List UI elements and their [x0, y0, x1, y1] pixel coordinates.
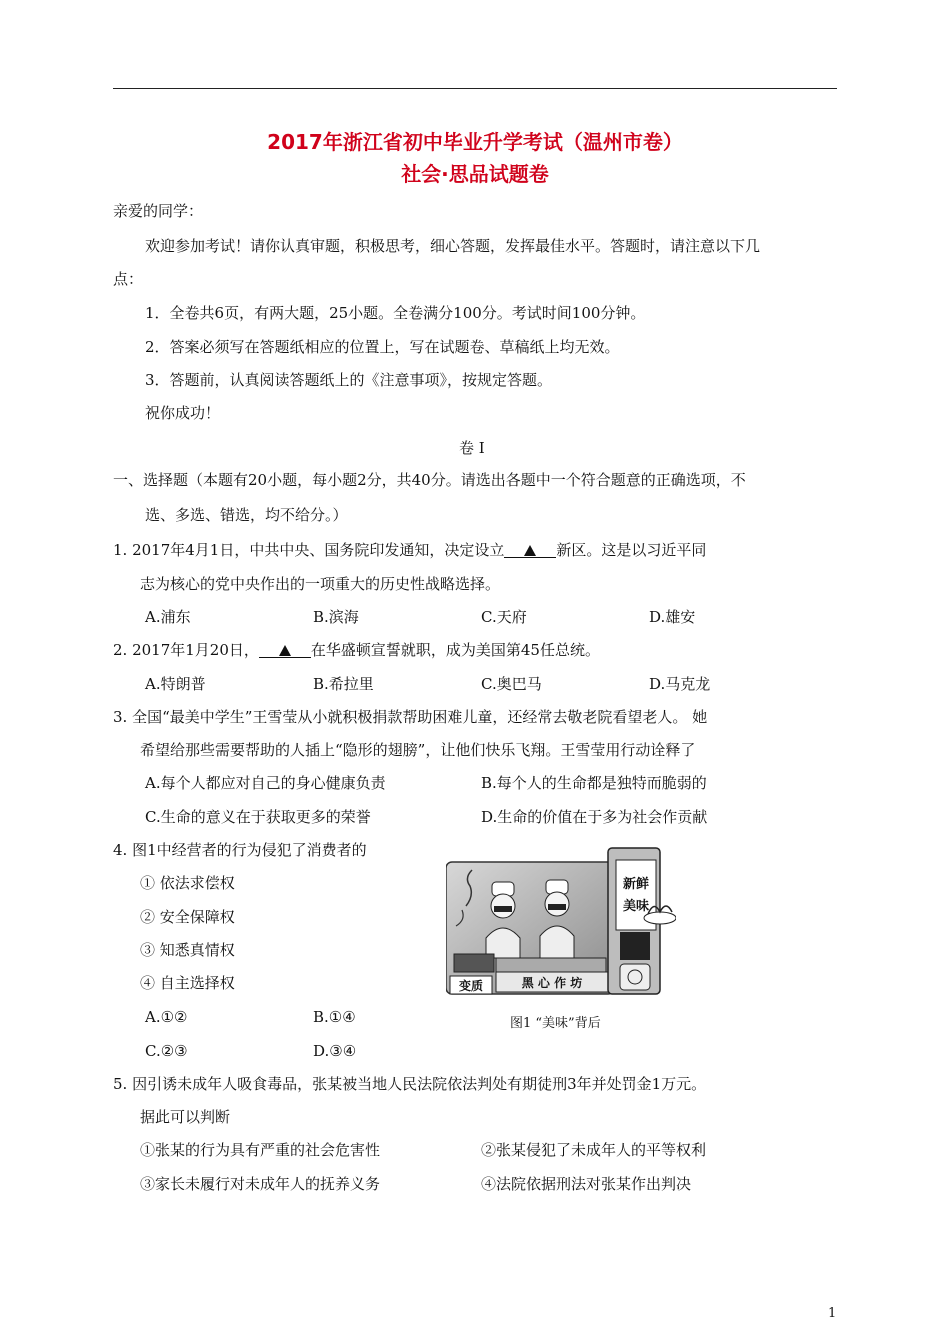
question-2	[113, 640, 600, 660]
q4-item-3: ③ 知悉真情权	[140, 941, 235, 959]
welcome-text: 欢迎参加考试！请你认真审题，积极思考，细心答题，发挥最佳水平。答题时，请注意以下几	[145, 237, 761, 255]
q3-line2: 希望给那些需要帮助的人插上“隐形的翅膀”，让他们快乐飞翔。王雪莹用行动诠释了	[140, 741, 696, 759]
sign-text-1: 新鲜	[622, 877, 650, 892]
q2-option-b: B.希拉里	[313, 675, 374, 693]
q1-option-b: B.滨海	[313, 608, 359, 626]
q4-item-2: ② 安全保障权	[140, 908, 235, 926]
pot-icon	[454, 954, 494, 972]
question-4: 4. 图1中经营者的行为侵犯了消费者的	[113, 841, 367, 859]
greeting: 亲爱的同学：	[113, 202, 204, 220]
triangle-icon	[524, 545, 536, 556]
answer-blank	[504, 540, 556, 558]
shop-button	[620, 964, 650, 990]
q4-option-c: C.②③	[145, 1042, 188, 1060]
q3-option-b: B.每个人的生命都是独特而脆弱的	[481, 774, 707, 792]
q2-text-pre: 2. 2017年1月20日，	[113, 641, 259, 659]
q4-option-b: B.①④	[313, 1008, 356, 1026]
q5-item-1: ①张某的行为具有严重的社会危害性	[140, 1141, 381, 1159]
q5-item-2: ②张某侵犯了未成年人的平等权利	[481, 1141, 707, 1159]
q1-option-c: C.天府	[481, 608, 527, 626]
spoiled-label: 变质	[458, 979, 484, 993]
q4-option-a: A.①②	[145, 1008, 188, 1026]
note-2: 2．答案必须写在答题纸相应的位置上，写在试题卷、草稿纸上均无效。	[145, 338, 620, 356]
shop-window	[620, 932, 650, 960]
question-1	[113, 540, 706, 560]
section-label: 卷 I	[459, 439, 485, 457]
q2-option-a: A.特朗普	[145, 675, 206, 693]
q2-text-post: 在华盛顿宣誓就职，成为美国第45任总统。	[310, 641, 600, 659]
q5-line2: 据此可以判断	[140, 1108, 231, 1126]
welcome-text-cont: 点：	[113, 270, 144, 288]
q2-option-d: D.马克龙	[649, 675, 711, 693]
q5-item-4: ④法院依据刑法对张某作出判决	[481, 1175, 692, 1193]
figure-caption: 图1 “美味”背后	[510, 1016, 601, 1031]
q4-item-4: ④ 自主选择权	[140, 974, 235, 992]
section-heading: 一、选择题（本题有20小题，每小题2分，共40分。请选出各题中一个符合题意的正确选项，不	[113, 471, 746, 489]
note-1: 1．全卷共6页，有两大题，25小题。全卷满分100分。考试时间100分钟。	[145, 304, 646, 322]
question-5: 5. 因引诱未成年人吸食毒品，张某被当地人民法院依法判处有期徒刑3年并处罚金1万元。	[113, 1075, 707, 1093]
q1-text-pre: 1. 2017年4月1日，中共中央、国务院印发通知，决定设立	[113, 541, 505, 559]
page-number: 1	[828, 1306, 837, 1321]
workshop-label: 黑 心 作 坊	[521, 976, 583, 990]
counter	[496, 958, 606, 972]
q1-option-a: A.浦东	[145, 608, 191, 626]
q1-option-d: D.雄安	[649, 608, 696, 626]
wish: 祝你成功！	[145, 404, 221, 422]
q3-option-c: C.生命的意义在于获取更多的荣誉	[145, 808, 371, 826]
q4-item-1: ① 依法求偿权	[140, 874, 235, 892]
q4-option-d: D.③④	[313, 1042, 357, 1060]
sign-text-2: 美味	[622, 899, 650, 914]
exam-title: 2017年浙江省初中毕业升学考试（温州市卷）	[267, 130, 683, 154]
triangle-icon	[279, 645, 291, 656]
q3-option-a: A.每个人都应对自己的身心健康负责	[145, 774, 386, 792]
note-3: 3．答题前，认真阅读答题纸上的《注意事项》，按规定答题。	[145, 371, 553, 389]
q2-option-c: C.奥巴马	[481, 675, 542, 693]
exam-subtitle: 社会·思品试题卷	[401, 162, 549, 186]
q1-line2: 志为核心的党中央作出的一项重大的历史性战略选择。	[140, 575, 501, 593]
question-3: 3. 全国“最美中学生”王雪莹从小就积极捐款帮助困难儿童，还经常去敬老院看望老人。 她	[113, 708, 708, 726]
q3-option-d: D.生命的价值在于多为社会作贡献	[481, 808, 708, 826]
figure-1-cartoon	[446, 846, 676, 996]
header-rule	[113, 88, 837, 89]
section-heading-cont: 选、多选、错选，均不给分。）	[145, 506, 348, 524]
q1-text-post: 新区。这是以习近平同	[556, 541, 707, 559]
q5-item-3: ③家长未履行对未成年人的抚养义务	[140, 1175, 381, 1193]
answer-blank	[259, 640, 311, 658]
